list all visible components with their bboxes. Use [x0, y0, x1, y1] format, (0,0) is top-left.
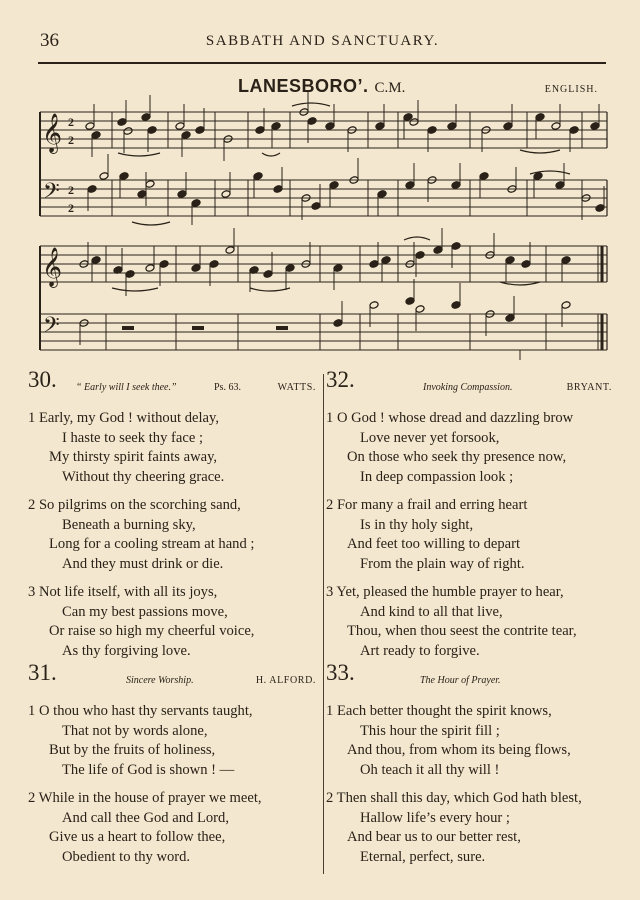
note-head — [505, 256, 515, 265]
verse-line: Can my best passions move, — [62, 603, 228, 620]
note-head — [369, 260, 379, 269]
hymn-stanzas — [326, 702, 612, 867]
time-sig: 2 — [68, 201, 74, 215]
verse-line: I haste to seek thy face ; — [62, 429, 204, 446]
stanza — [28, 583, 316, 661]
hymn-caption: “ Early will I seek thee.” — [76, 381, 177, 393]
hymn-caption: Sincere Worship. — [126, 674, 194, 686]
verse-line: And call thee God and Lord, — [62, 809, 229, 826]
note-head — [569, 126, 579, 135]
note-head — [91, 256, 101, 265]
note-head — [159, 260, 169, 269]
note-head — [375, 122, 385, 131]
verse-line: 2 So pilgrims on the scorching sand, — [28, 497, 241, 513]
note-head — [177, 190, 187, 199]
verse-line: The life of God is shown ! — — [62, 761, 235, 778]
stanza — [28, 496, 316, 574]
verse-line: Love never yet forsook, — [360, 429, 500, 446]
note-head — [145, 264, 155, 273]
stanza — [326, 702, 612, 780]
verse-line: Obedient to thy word. — [62, 848, 191, 865]
slur — [262, 153, 280, 156]
note-head — [87, 185, 97, 194]
verse-line: And they must drink or die. — [62, 555, 224, 572]
verse-line: 3 Yet, pleased the humble prayer to hear, — [326, 584, 564, 600]
rest — [122, 326, 134, 330]
hymn-author: WATTS. — [277, 381, 316, 393]
hymn-header — [28, 367, 316, 400]
slur — [118, 153, 160, 156]
verse-line: On those who seek thy presence now, — [347, 449, 567, 465]
note-head — [555, 181, 565, 190]
stanza — [28, 789, 316, 867]
hymn-stanzas — [28, 409, 316, 661]
verse-line: 1 O God ! whose dread and dazzling brow — [326, 410, 574, 426]
verse-line: Art ready to forgive. — [360, 642, 480, 659]
verse-line: 2 Then shall this day, which God hath blest, — [326, 790, 582, 806]
verse-line: And kind to all that live, — [360, 603, 503, 620]
verse-line: 2 While in the house of prayer we meet, — [28, 790, 262, 806]
bass-clef: 𝄢 — [43, 179, 60, 209]
hymn-32 — [326, 367, 612, 661]
note-head — [209, 260, 219, 269]
note-head — [551, 122, 561, 131]
note-head — [307, 117, 317, 126]
stanza — [326, 583, 612, 661]
tune-meter: C.M. — [374, 80, 406, 96]
verse-line: 1 Early, my God ! without delay, — [28, 410, 220, 426]
note-head — [91, 131, 101, 140]
note-head — [125, 270, 135, 279]
verse-line: And feet too willing to depart — [347, 536, 521, 552]
slur — [112, 288, 158, 291]
hymn-reference: Ps. 63. — [214, 381, 241, 393]
note-head — [505, 314, 515, 323]
note-head — [415, 305, 425, 314]
hymn-header — [28, 660, 316, 693]
note-head — [329, 181, 339, 190]
slur — [250, 288, 290, 291]
note-head — [181, 131, 191, 140]
verse-line: Oh teach it all thy will ! — [360, 761, 500, 778]
verse-line: Without thy cheering grace. — [62, 468, 225, 485]
hymn-30 — [28, 367, 316, 661]
verse-line: 3 Not life itself, with all its joys, — [28, 584, 218, 600]
stanza — [326, 789, 612, 867]
note-head — [415, 251, 425, 260]
column-divider — [323, 374, 324, 874]
note-head — [451, 301, 461, 310]
verse-line: Thou, when thou seest the contrite tear, — [347, 623, 577, 639]
slur — [404, 237, 430, 240]
verse-line: That not by words alone, — [62, 722, 208, 739]
hymn-number: 30. — [28, 367, 57, 392]
verse-line: Is in thy holy sight, — [360, 516, 474, 533]
note-head — [123, 127, 133, 136]
note-head — [503, 122, 513, 131]
tune-name: LANESBORO’. — [238, 76, 369, 96]
hymn-header — [326, 660, 612, 693]
stanza — [326, 496, 612, 574]
time-sig: 2 — [68, 183, 74, 197]
note-head — [147, 126, 157, 135]
slur — [132, 222, 170, 225]
time-sig: 2 — [68, 115, 74, 129]
note-head — [311, 202, 321, 211]
note-head — [381, 256, 391, 265]
note-head — [225, 246, 235, 255]
verse-line: 1 Each better thought the spirit knows, — [326, 703, 552, 719]
note-head — [333, 264, 343, 273]
note-head — [427, 126, 437, 135]
note-head — [325, 122, 335, 131]
note-head — [141, 113, 151, 122]
note-head — [273, 185, 283, 194]
hymn-number: 31. — [28, 660, 57, 685]
verse-line: Eternal, perfect, sure. — [360, 848, 486, 865]
verse-line: Give us a heart to follow thee, — [49, 829, 226, 845]
note-head — [595, 204, 605, 213]
hymn-31 — [28, 660, 316, 867]
hymn-33 — [326, 660, 612, 867]
bass-clef: 𝄢 — [43, 313, 60, 343]
verse-line: As thy forgiving love. — [62, 642, 191, 659]
stanza — [28, 409, 316, 487]
hymn-stanzas — [28, 702, 316, 867]
time-sig: 2 — [68, 133, 74, 147]
note-head — [221, 190, 231, 199]
note-head — [447, 122, 457, 131]
verse-line: And bear us to our better rest, — [347, 829, 521, 845]
note-head — [255, 126, 265, 135]
note-head — [117, 118, 127, 127]
tune-origin: ENGLISH. — [544, 84, 598, 95]
note-head — [405, 297, 415, 306]
note-head — [145, 180, 155, 189]
slur — [520, 150, 560, 153]
note-head — [377, 190, 387, 199]
running-title: SABBATH AND SANCTUARY. — [205, 33, 440, 49]
verse-line: And thou, from whom its being flows, — [347, 742, 571, 758]
note-head — [451, 242, 461, 251]
hymn-header — [326, 367, 612, 400]
treble-clef: 𝄞 — [42, 247, 63, 287]
note-head — [99, 172, 109, 181]
verse-line: This hour the spirit fill ; — [360, 722, 500, 739]
note-head — [271, 122, 281, 131]
note-head — [195, 126, 205, 135]
verse-line: Or raise so high my cheerful voice, — [49, 623, 255, 639]
stanza — [326, 409, 612, 487]
note-head — [479, 172, 489, 181]
verse-line: Long for a cooling stream at hand ; — [49, 536, 255, 552]
hymn-author: H. ALFORD. — [255, 674, 316, 686]
verse-line: 1 O thou who hast thy servants taught, — [28, 703, 253, 719]
hymn-caption: Invoking Compassion. — [423, 381, 513, 393]
note-head — [285, 264, 295, 273]
note-head — [405, 181, 415, 190]
hymn-number: 33. — [326, 660, 355, 685]
note-head — [253, 172, 263, 181]
note-head — [191, 199, 201, 208]
note-head — [333, 319, 343, 328]
treble-clef: 𝄞 — [42, 113, 63, 153]
note-head — [119, 172, 129, 181]
note-head — [369, 301, 379, 310]
verse-line: But by the fruits of holiness, — [49, 742, 216, 758]
hymn-author: BRYANT. — [566, 381, 612, 393]
note-head — [561, 256, 571, 265]
verse-line: My thirsty spirit faints away, — [49, 449, 218, 465]
hymn-caption: The Hour of Prayer. — [420, 674, 501, 686]
note-head — [433, 246, 443, 255]
note-head — [535, 113, 545, 122]
slur — [292, 103, 330, 106]
verse-line: Beneath a burning sky, — [62, 516, 196, 533]
note-head — [137, 190, 147, 199]
music-score — [0, 0, 640, 360]
verse-line: In deep compassion look ; — [360, 468, 514, 485]
note-head — [451, 181, 461, 190]
stanza — [28, 702, 316, 780]
verse-line: From the plain way of right. — [360, 555, 525, 572]
verse-line: 2 For many a frail and erring heart — [326, 497, 528, 513]
rest — [276, 326, 288, 330]
note-head — [263, 270, 273, 279]
note-head — [175, 122, 185, 131]
note-head — [521, 260, 531, 269]
rest — [192, 326, 204, 330]
note-head — [561, 301, 571, 310]
note-head — [590, 122, 600, 131]
note-head — [191, 264, 201, 273]
verse-line: Hallow life’s every hour ; — [360, 809, 510, 826]
hymn-number: 32. — [326, 367, 355, 392]
page-number: 36 — [40, 30, 59, 51]
hymn-stanzas — [326, 409, 612, 661]
note-head — [85, 122, 95, 131]
